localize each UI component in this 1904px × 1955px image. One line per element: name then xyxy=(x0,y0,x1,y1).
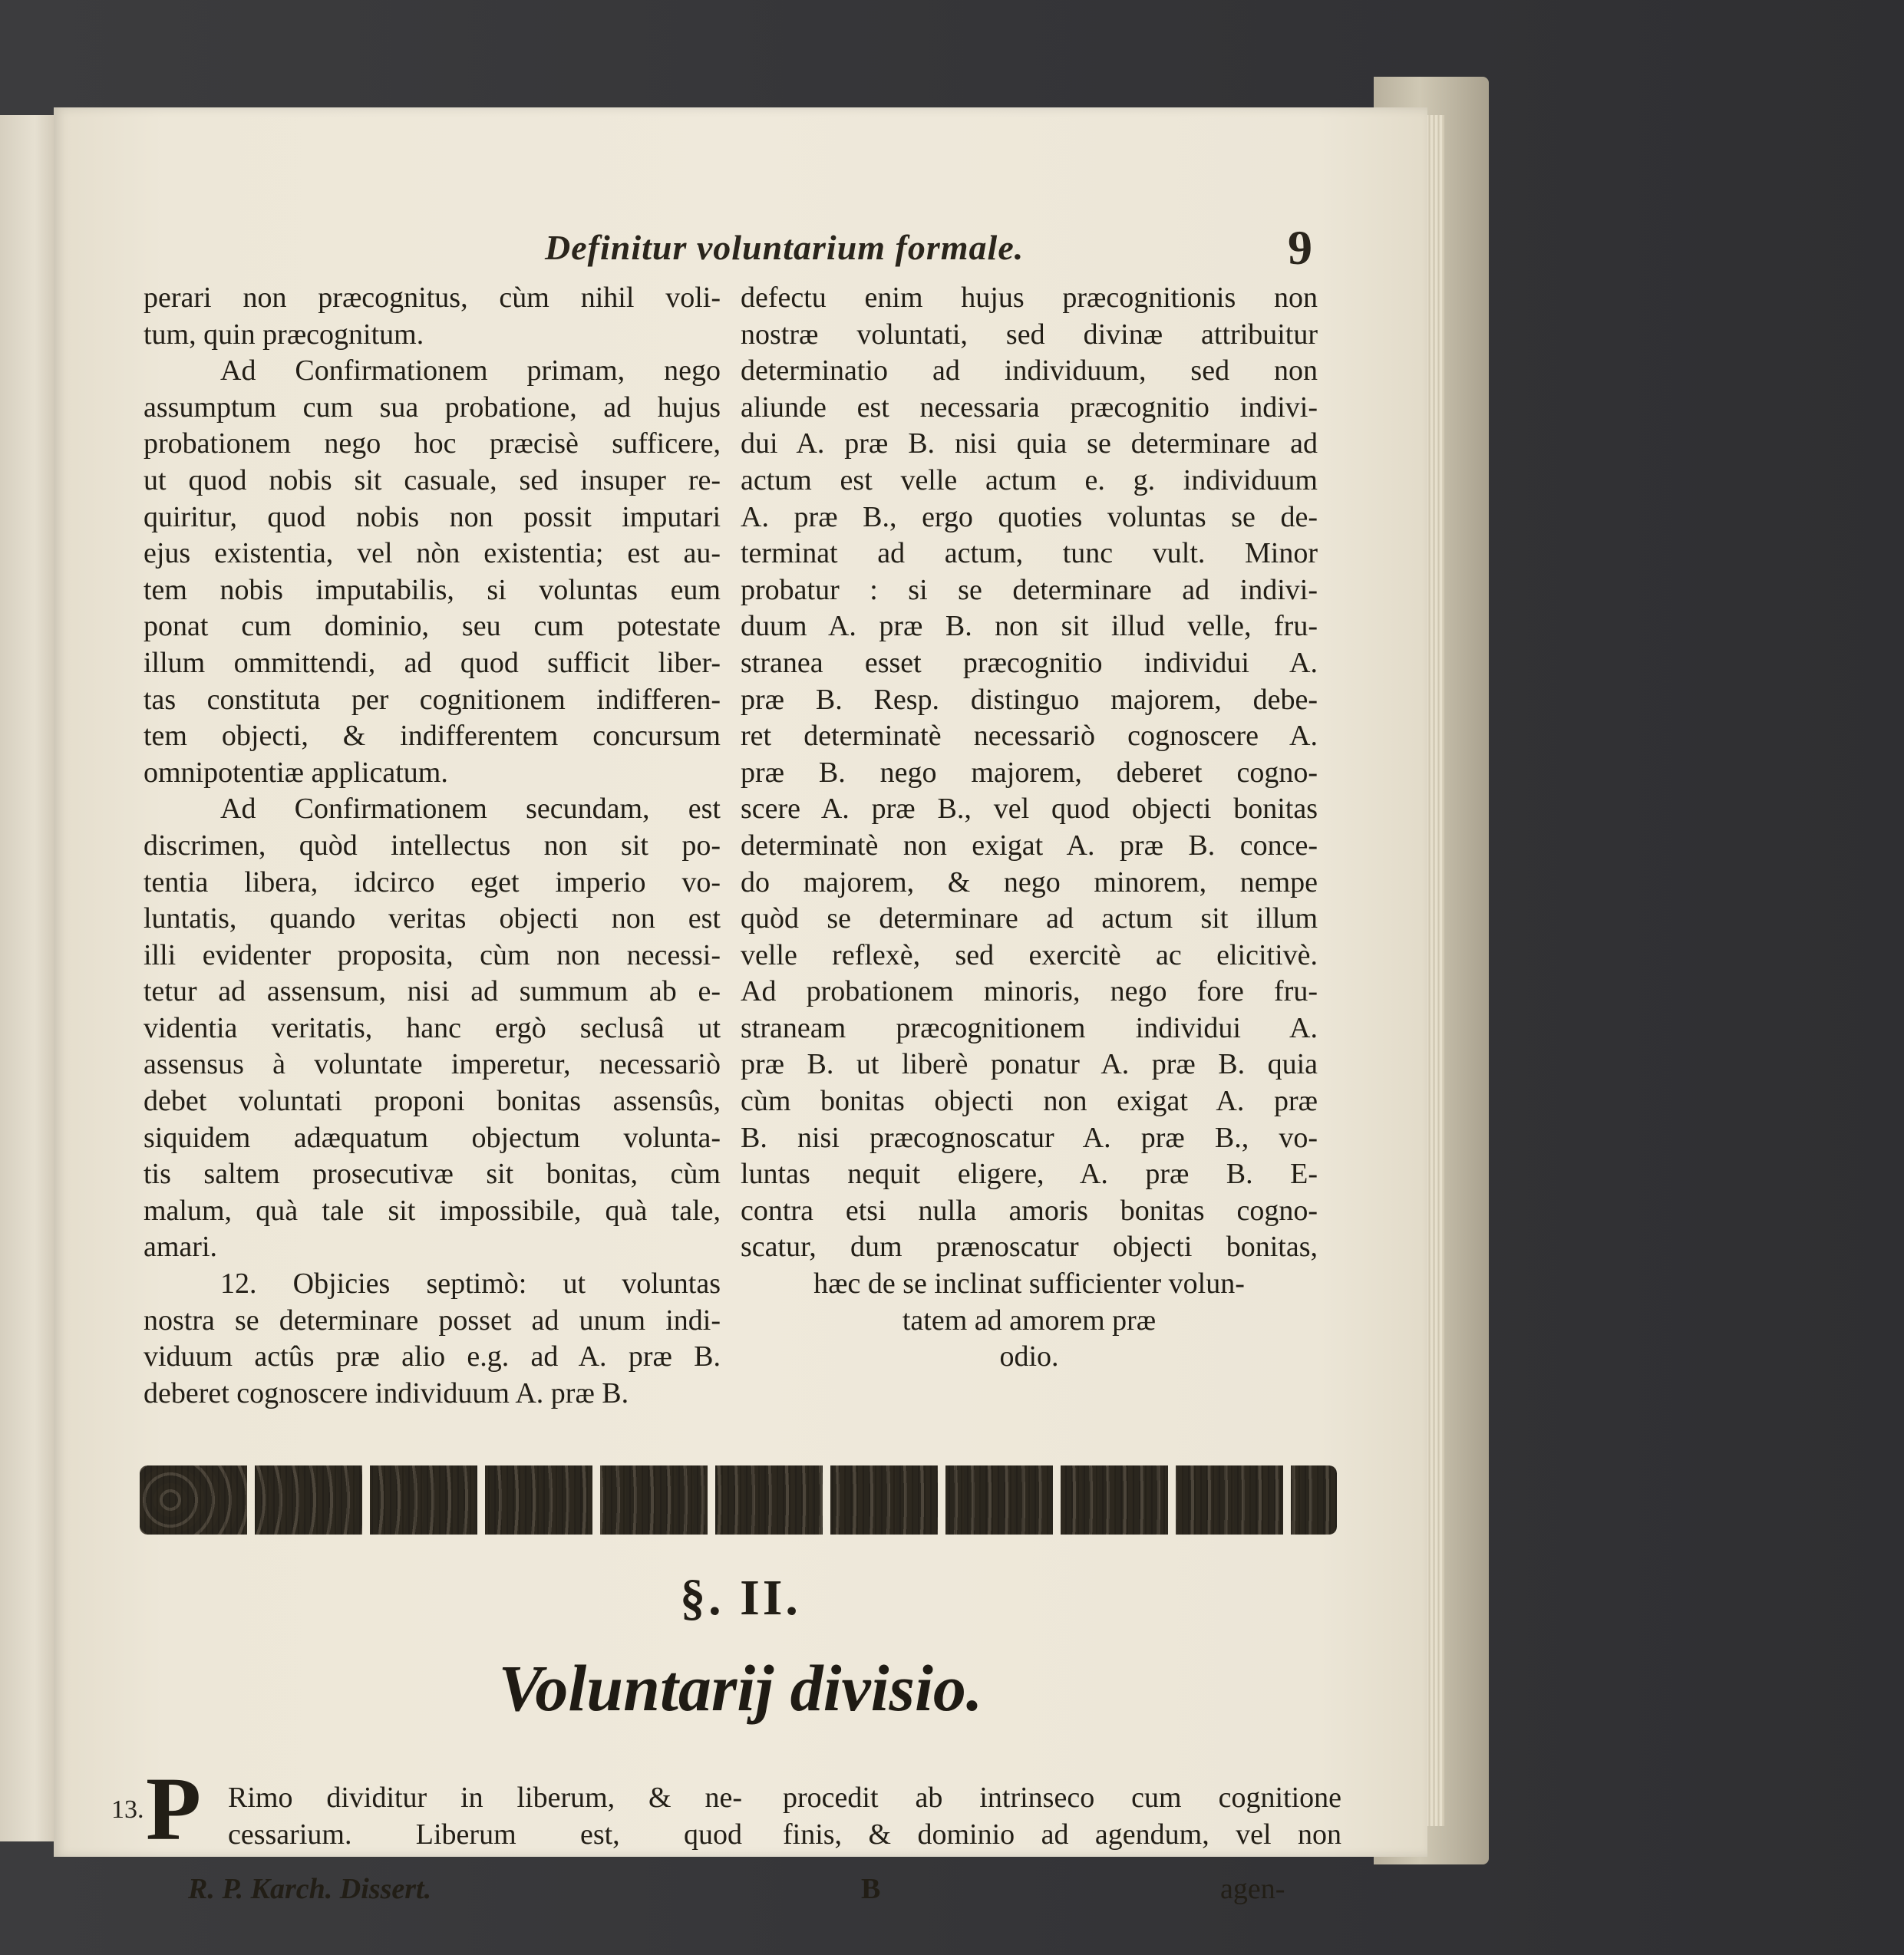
section-title: Voluntarij divisio. xyxy=(498,1651,983,1725)
text-line: tentia libera, idcirco eget imperio vo- xyxy=(144,865,721,898)
text-line: Rimo dividitur in liberum, & ne- xyxy=(228,1782,742,1814)
paragraph-number: 13. xyxy=(111,1795,144,1824)
text-line: quiritur, quod nobis non possit imputari xyxy=(144,500,721,533)
text-line: A. præ B., ergo quoties voluntas se de- xyxy=(741,500,1318,533)
text-line: amari. xyxy=(144,1231,218,1264)
page-number: 9 xyxy=(1288,220,1312,275)
text-line: tum, quin præcognitum. xyxy=(144,318,424,351)
text-line: cessarium. Liberum est, quod xyxy=(228,1818,742,1851)
text-line: dui A. præ B. nisi quia se determinare ad xyxy=(741,427,1318,460)
text-line: omnipotentiæ applicatum. xyxy=(144,756,448,789)
text-line: luntatis, quando veritas objecti non est xyxy=(144,902,721,935)
running-head xyxy=(499,220,1312,276)
text-line: Ad Confirmationem primam, nego xyxy=(220,354,721,387)
text-line: hæc de se inclinat sufficienter volun- xyxy=(813,1268,1245,1301)
text-line: illum ommittendi, ad quod sufficit liber- xyxy=(144,646,721,679)
text-line: terminat ad actum, tunc vult. Minor xyxy=(741,537,1318,570)
text-line: odio. xyxy=(999,1340,1059,1373)
book-page xyxy=(54,107,1427,1905)
text-line: nostra se determinare posset ad unum indi- xyxy=(144,1304,721,1337)
text-line: ponat cum dominio, seu cum potestate xyxy=(144,610,721,643)
text-line: viduum actûs præ alio e.g. ad A. præ B. xyxy=(144,1340,721,1373)
text-line: ret determinatè necessariò cognoscere A. xyxy=(741,720,1318,753)
footer-short-title: R. P. Karch. Dissert. xyxy=(188,1873,432,1905)
text-line: stranea esset præcognitio individui A. xyxy=(741,646,1318,679)
text-line: velle reflexè, sed exercitè ac elicitivè. xyxy=(741,938,1318,971)
text-line: siquidem adæquatum objectum volunta- xyxy=(144,1121,721,1154)
text-line: assumptum cum sua probatione, ad hujus xyxy=(144,391,721,424)
text-line: tem nobis imputabilis, si voluntas eum xyxy=(144,573,721,606)
text-line: duum A. præ B. non sit illud velle, fru- xyxy=(741,610,1318,643)
text-line: tem objecti, & indifferentem concursum xyxy=(144,720,721,753)
text-line: probationem nego hoc præcisè sufficere, xyxy=(144,427,721,460)
text-line: defectu enim hujus præcognitionis non xyxy=(741,282,1318,314)
text-line: deberet cognoscere individuum A. præ B. xyxy=(144,1376,629,1409)
text-line: B. nisi præcognoscatur A. præ B., vo- xyxy=(741,1121,1318,1154)
text-line: assensus à voluntate imperetur, necessariò xyxy=(144,1048,721,1081)
text-line: determinatio ad individuum, sed non xyxy=(741,354,1318,387)
section-number: §. II. xyxy=(680,1570,801,1626)
bottom-left-text xyxy=(144,1780,742,1853)
text-line: malum, quà tale sit impossibile, quà tale, xyxy=(144,1194,721,1227)
text-line: videntia veritatis, hanc ergò seclusâ ut xyxy=(144,1011,721,1044)
text-line: ut quod nobis sit casuale, sed insuper re- xyxy=(144,463,721,496)
text-line: 12. Objicies septimò: ut voluntas xyxy=(220,1268,721,1301)
text-line: scere A. præ B., vel quod objecti bonitas xyxy=(741,793,1318,826)
text-line: tis saltem prosecutivæ sit bonitas, cùm xyxy=(144,1158,721,1191)
text-line: contra etsi nulla amoris bonitas cogno- xyxy=(741,1194,1318,1227)
text-line: perari non præcognitus, cùm nihil voli- xyxy=(144,282,721,314)
text-line: tas constituta per cognitionem indifferen- xyxy=(144,683,721,716)
text-line: ejus existentia, vel nòn existentia; est au- xyxy=(144,537,721,570)
text-line: quòd se determinare ad actum sit illum xyxy=(741,902,1318,935)
text-line: tetur ad assensum, nisi ad summum ab e- xyxy=(144,975,721,1008)
text-line: tatem ad amorem præ xyxy=(902,1304,1157,1337)
text-line: debet voluntati proponi bonitas assensûs, xyxy=(144,1085,721,1118)
text-line: præ B. nego majorem, deberet cogno- xyxy=(741,756,1318,789)
text-line: probatur : si se determinare ad indivi- xyxy=(741,573,1318,606)
text-line: cùm bonitas objecti non exigat A. præ xyxy=(741,1085,1318,1118)
text-line: nostræ voluntati, sed divinæ attribuitur xyxy=(741,318,1318,351)
text-line: discrimen, quòd intellectus non sit po- xyxy=(144,829,721,862)
left-column xyxy=(144,280,721,1412)
text-line: illi evidenter proposita, cùm non necessi- xyxy=(144,938,721,971)
text-line: scatur, dum prænoscatur objecti bonitas, xyxy=(741,1231,1318,1264)
text-line: Ad probationem minoris, nego fore fru- xyxy=(741,975,1318,1008)
text-line: Ad Confirmationem secundam, est xyxy=(220,793,721,826)
text-line: actum est velle actum e. g. individuum xyxy=(741,463,1318,496)
text-line: straneam præcognitionem individui A. xyxy=(741,1011,1318,1044)
drop-cap: P xyxy=(146,1759,202,1859)
text-line: luntas nequit eligere, A. præ B. E- xyxy=(741,1158,1318,1191)
running-head-title: Definitur voluntarium formale. xyxy=(545,228,1025,267)
text-line: determinatè non exigat A. præ B. conce- xyxy=(741,829,1318,862)
text-line: aliunde est necessaria præcognitio indivi- xyxy=(741,391,1318,424)
catchword: agen- xyxy=(1220,1873,1285,1905)
text-line: præ B. ut liberè ponatur A. præ B. quia xyxy=(741,1048,1318,1081)
text-line: finis, & dominio ad agendum, vel non xyxy=(783,1818,1341,1851)
text-line: procedit ab intrinseco cum cognitione xyxy=(783,1782,1341,1814)
right-column xyxy=(741,280,1318,1376)
decorative-ornament-band xyxy=(140,1465,1337,1535)
signature-mark: B xyxy=(861,1873,881,1905)
text-line: do majorem, & nego minorem, nempe xyxy=(741,865,1318,898)
bottom-right-text xyxy=(783,1780,1341,1853)
text-line: præ B. Resp. distinguo majorem, debe- xyxy=(741,683,1318,716)
facing-page-edge xyxy=(0,115,60,1841)
